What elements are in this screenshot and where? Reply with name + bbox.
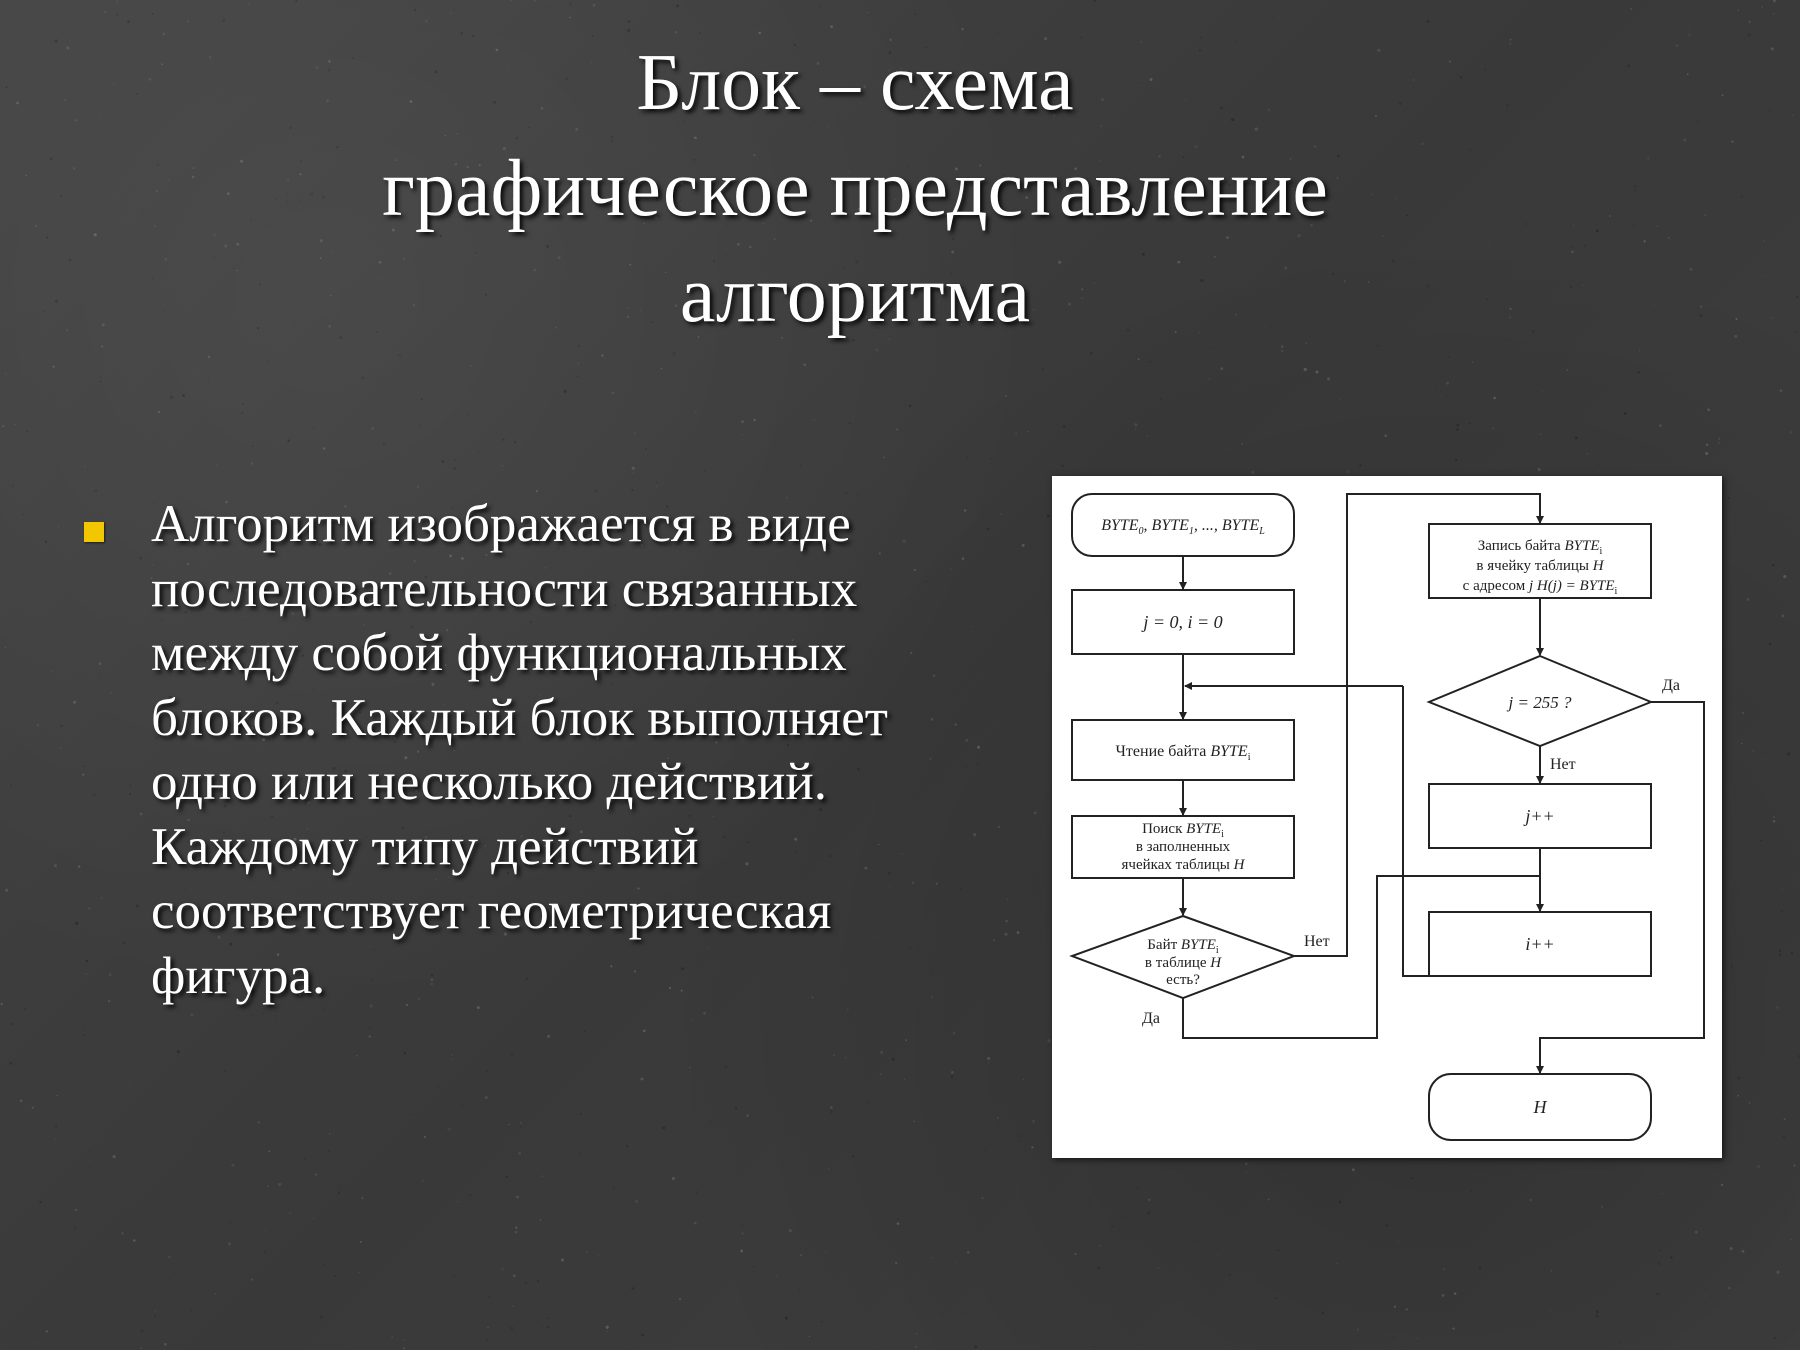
flowchart-decision1-label: Байт $BYTE_i$: [1147, 937, 1219, 956]
flowchart-image: [1052, 476, 1722, 1158]
flowchart-start-label: $BYTE_0$, $BYTE_1$, ..., $BYTE_L$: [1101, 517, 1265, 537]
flowchart-end-label: H: [1533, 1097, 1547, 1117]
flowchart-yes-label: Да: [1142, 1010, 1161, 1027]
bullet-line: между собой функциональных: [151, 624, 847, 682]
flowchart-decision1-label: в таблице H: [1144, 955, 1222, 971]
bullet-text: [151, 492, 1051, 1008]
slide-title: [0, 30, 1710, 348]
flowchart-write-label: с адресом j $H(j) = BYTE_i$: [1462, 578, 1618, 597]
flowchart-inc-j-label: j++: [1525, 806, 1555, 826]
flowchart-search-label: в заполненных: [1135, 839, 1231, 855]
flowchart-diagram: [1052, 476, 1722, 1158]
flowchart-init-label: j = 0, i = 0: [1143, 612, 1223, 632]
bullet-line: Каждому типу действий: [151, 817, 699, 876]
flowchart-read-label: Чтение байта $BYTE_i$: [1115, 743, 1251, 763]
bullet-line: последовательности связанных: [151, 559, 858, 618]
flowchart-no-label: Нет: [1550, 756, 1576, 773]
flowchart-search-label: Поиск $BYTE_i$: [1142, 821, 1224, 840]
flowchart-write-label: в ячейку таблицы H: [1476, 558, 1604, 574]
bullet-line: соответствует геометрическая: [151, 882, 832, 940]
flowchart-no-label: Нет: [1304, 933, 1330, 950]
flowchart-write-label: Запись байта $BYTE_i$: [1477, 538, 1603, 557]
bullet-line: Алгоритм изображается в виде: [151, 495, 851, 553]
flowchart-yes-label: Да: [1662, 677, 1681, 694]
flowchart-connector: [1403, 686, 1429, 976]
flowchart-search-label: ячейках таблицы H: [1121, 857, 1245, 873]
title-line-3: алгоритма: [679, 251, 1031, 339]
bullet-line: фигура.: [151, 946, 326, 1005]
flowchart-decision1-label: есть?: [1166, 972, 1200, 988]
bullet-square-icon: [84, 522, 104, 542]
flowchart-decision2-label: j = 255 ?: [1508, 693, 1572, 712]
bullet-line: одно или несколько действий.: [151, 753, 828, 811]
title-line-1: Блок – схема: [636, 39, 1074, 127]
flowchart-inc-i-label: i++: [1525, 934, 1555, 954]
title-line-2: графическое представление: [382, 145, 1328, 233]
bullet-line: блоков. Каждый блок выполняет: [151, 688, 888, 747]
